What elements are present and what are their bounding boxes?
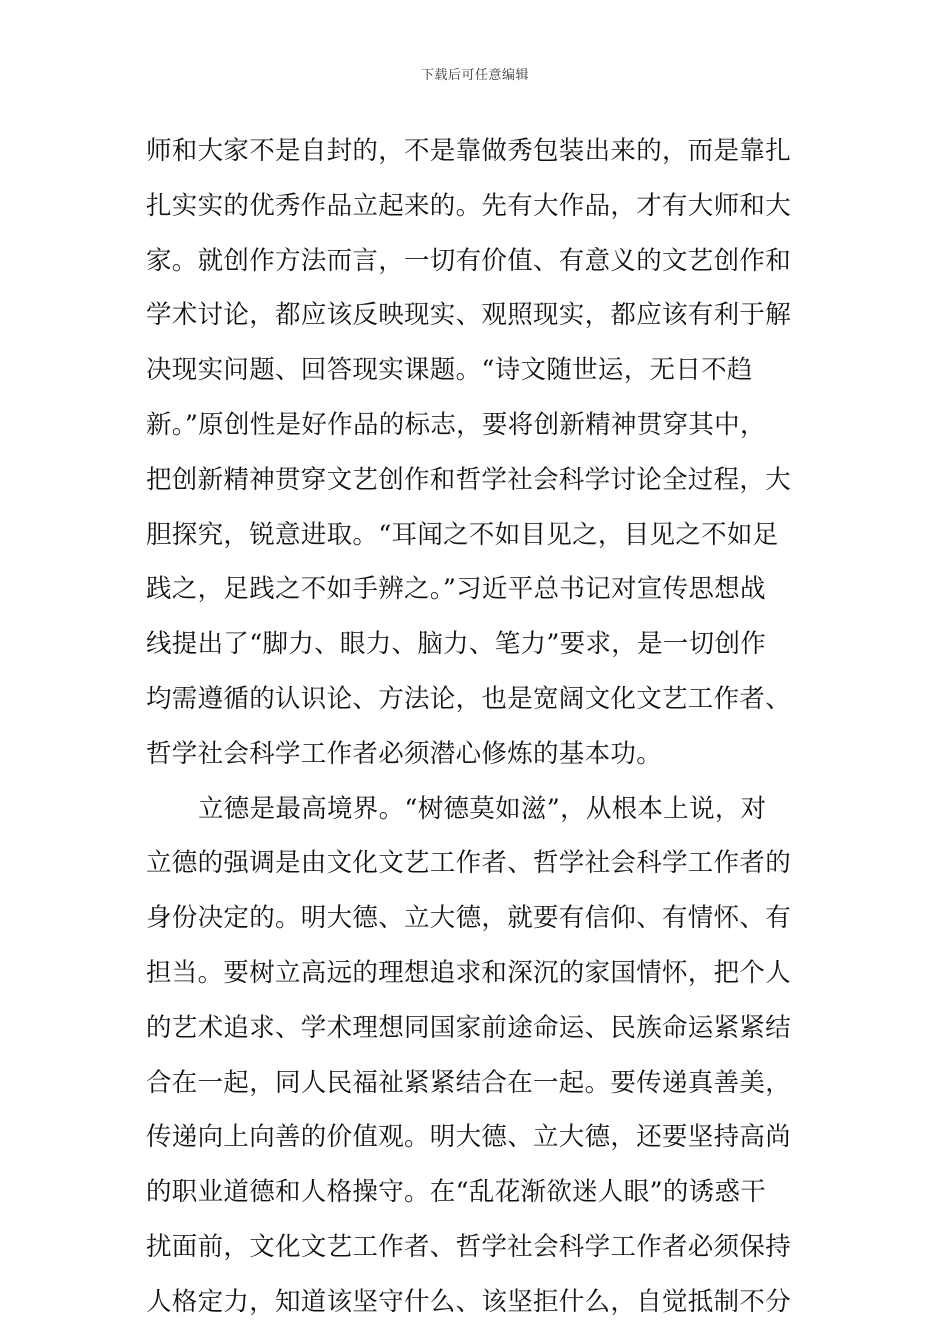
text-line: 哲学社会科学工作者必须潜心修炼的基本功。 [146, 738, 663, 769]
text-line: 担当。要树立高远的理想追求和深沉的家国情怀，把个人 [146, 957, 792, 988]
paragraph-2 [146, 782, 810, 1330]
text-line: 决现实问题、回答现实课题。“诗文随世运，无日不趋 [146, 355, 753, 386]
text-line: 践之，足践之不如手辨之。”习近平总书记对宣传思想战 [146, 574, 766, 605]
text-line: 立德的强调是由文化文艺工作者、哲学社会科学工作者的 [146, 848, 792, 879]
text-line: 人格定力，知道该坚守什么、该坚拒什么，自觉抵制不分 [146, 1286, 792, 1317]
document-body [146, 124, 810, 1330]
text-line: 扎实实的优秀作品立起来的。先有大作品，才有大师和大 [146, 190, 792, 221]
paragraph-1 [146, 124, 810, 782]
text-line: 的职业道德和人格操守。在“乱花渐欲迷人眼”的诱惑干 [146, 1177, 767, 1208]
text-line: 的艺术追求、学术理想同国家前途命运、民族命运紧紧结 [146, 1012, 792, 1043]
text-line: 师和大家不是自封的，不是靠做秀包装出来的，而是靠扎 [146, 136, 792, 166]
text-line: 扰面前，文化文艺工作者、哲学社会科学工作者必须保持 [146, 1231, 792, 1262]
page-header: 下载后可任意编辑 [420, 68, 529, 83]
text-line: 学术讨论，都应该反映现实、观照现实，都应该有利于解 [146, 300, 792, 331]
text-line: 合在一起，同人民福祉紧紧结合在一起。要传递真善美， [146, 1067, 792, 1098]
text-line: 把创新精神贯穿文艺创作和哲学社会科学讨论全过程，大 [146, 464, 792, 495]
text-line: 线提出了“脚力、眼力、脑力、笔力”要求，是一切创作 [146, 629, 767, 660]
text-line: 胆探究，锐意进取。“耳闻之不如目见之，目见之不如足 [146, 519, 779, 550]
text-line: 新。”原创性是好作品的标志，要将创新精神贯穿其中， [146, 409, 766, 440]
text-line: 均需遵循的认识论、方法论，也是宽阔文化文艺工作者、 [146, 683, 792, 714]
text-line: 立德是最高境界。“树德莫如滋”，从根本上说，对 [198, 793, 767, 824]
text-line: 身份决定的。明大德、立大德，就要有信仰、有情怀、有 [146, 903, 792, 934]
text-line: 家。就创作方法而言，一切有价值、有意义的文艺创作和 [146, 245, 792, 276]
text-line: 传递向上向善的价值观。明大德、立大德，还要坚持高尚 [146, 1122, 792, 1153]
